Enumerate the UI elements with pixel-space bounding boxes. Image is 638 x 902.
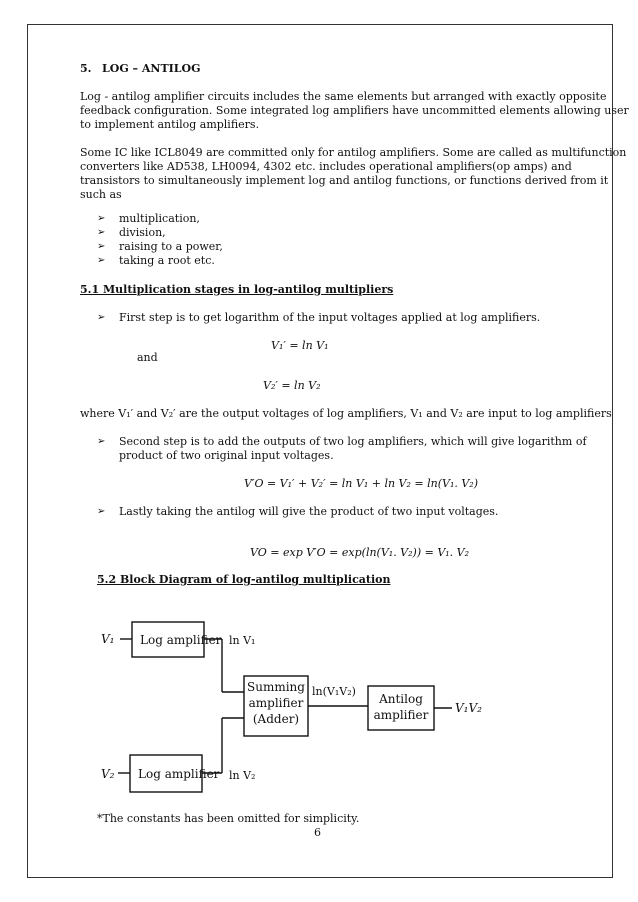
sum-label-1: Summing — [247, 680, 305, 694]
equation-3: V′O = V₁′ + V₂′ = ln V₁ + ln V₂ = ln(V₁. V₂) — [244, 477, 479, 490]
section-number: 5. — [80, 62, 92, 75]
para2-line1: Some IC like ICL8049 are committed only for antilog amplifiers. Some are called as multifunction — [80, 146, 627, 159]
sum-output-label: ln(V₁V₂) — [312, 685, 356, 698]
subsection-title-5-2: 5.2 Block Diagram of log-antilog multiplication — [97, 573, 391, 586]
log-amp-1-label: Log amplifier — [140, 633, 222, 647]
para1-line3: to implement antilog amplifiers. — [80, 118, 260, 131]
output-label: V₁V₂ — [455, 701, 482, 715]
list-item: division, — [119, 226, 166, 239]
section-title: LOG – ANTILOG — [102, 62, 201, 75]
step1-text: First step is to get logarithm of the input voltages applied at log amplifiers. — [119, 311, 541, 324]
step2-line1: Second step is to add the outputs of two log amplifiers, which will give logarithm of — [119, 435, 587, 448]
equation-1: V₁′ = ln V₁ — [271, 339, 329, 352]
list-item: taking a root etc. — [119, 254, 215, 267]
bullet-arrow-icon: ➢ — [97, 436, 106, 447]
para2-line4: such as — [80, 188, 122, 201]
bullet-arrow-icon: ➢ — [97, 312, 106, 323]
log2-output-label: ln V₂ — [229, 769, 256, 782]
equation-2: V₂′ = ln V₂ — [263, 379, 321, 392]
list-item: raising to a power, — [119, 240, 223, 253]
log1-output-label: ln V₁ — [229, 634, 256, 647]
equation-4: VO = exp V′O = exp(ln(V₁. V₂)) = V₁. V₂ — [250, 546, 470, 559]
footnote: *The constants has been omitted for simplicity. — [97, 812, 360, 825]
step3-text: Lastly taking the antilog will give the product of two input voltages. — [119, 505, 499, 518]
bullet-arrow-icon: ➢ — [97, 506, 106, 517]
bullet-arrow-icon: ➢ — [97, 227, 106, 238]
bullet-arrow-icon: ➢ — [97, 241, 106, 252]
para2-line2: converters like AD538, LH0094, 4302 etc. includes operational amplifiers(op amps) and — [80, 160, 572, 173]
list-item: multiplication, — [119, 212, 200, 225]
para1-line1: Log - antilog amplifier circuits includes the same elements but arranged with exactly opposite — [80, 90, 607, 103]
para1-line2: feedback configuration. Some integrated log amplifiers have uncommitted elements allowing user — [80, 104, 629, 117]
subsection-title-5-1: 5.1 Multiplication stages in log-antilog multipliers — [80, 283, 394, 296]
and-text: and — [137, 351, 158, 364]
log-amp-2-label: Log amplifier — [138, 767, 220, 781]
antilog-label-1: Antilog — [379, 692, 423, 706]
input-2-label: V₂ — [101, 767, 115, 781]
bullet-arrow-icon: ➢ — [97, 255, 106, 266]
step2-line2: product of two original input voltages. — [119, 449, 334, 462]
where-text: where V₁′ and V₂′ are the output voltages of log amplifiers, V₁ and V₂ are input to log amplifiers — [80, 407, 612, 420]
page-number: 6 — [314, 826, 321, 839]
input-1-label: V₁ — [101, 632, 115, 646]
bullet-arrow-icon: ➢ — [97, 213, 106, 224]
sum-label-2: amplifier — [248, 696, 304, 710]
para2-line3: transistors to simultaneously implement log and antilog functions, or functions derived from it — [80, 174, 609, 187]
sum-label-3: (Adder) — [252, 712, 300, 726]
antilog-label-2: amplifier — [373, 708, 429, 722]
